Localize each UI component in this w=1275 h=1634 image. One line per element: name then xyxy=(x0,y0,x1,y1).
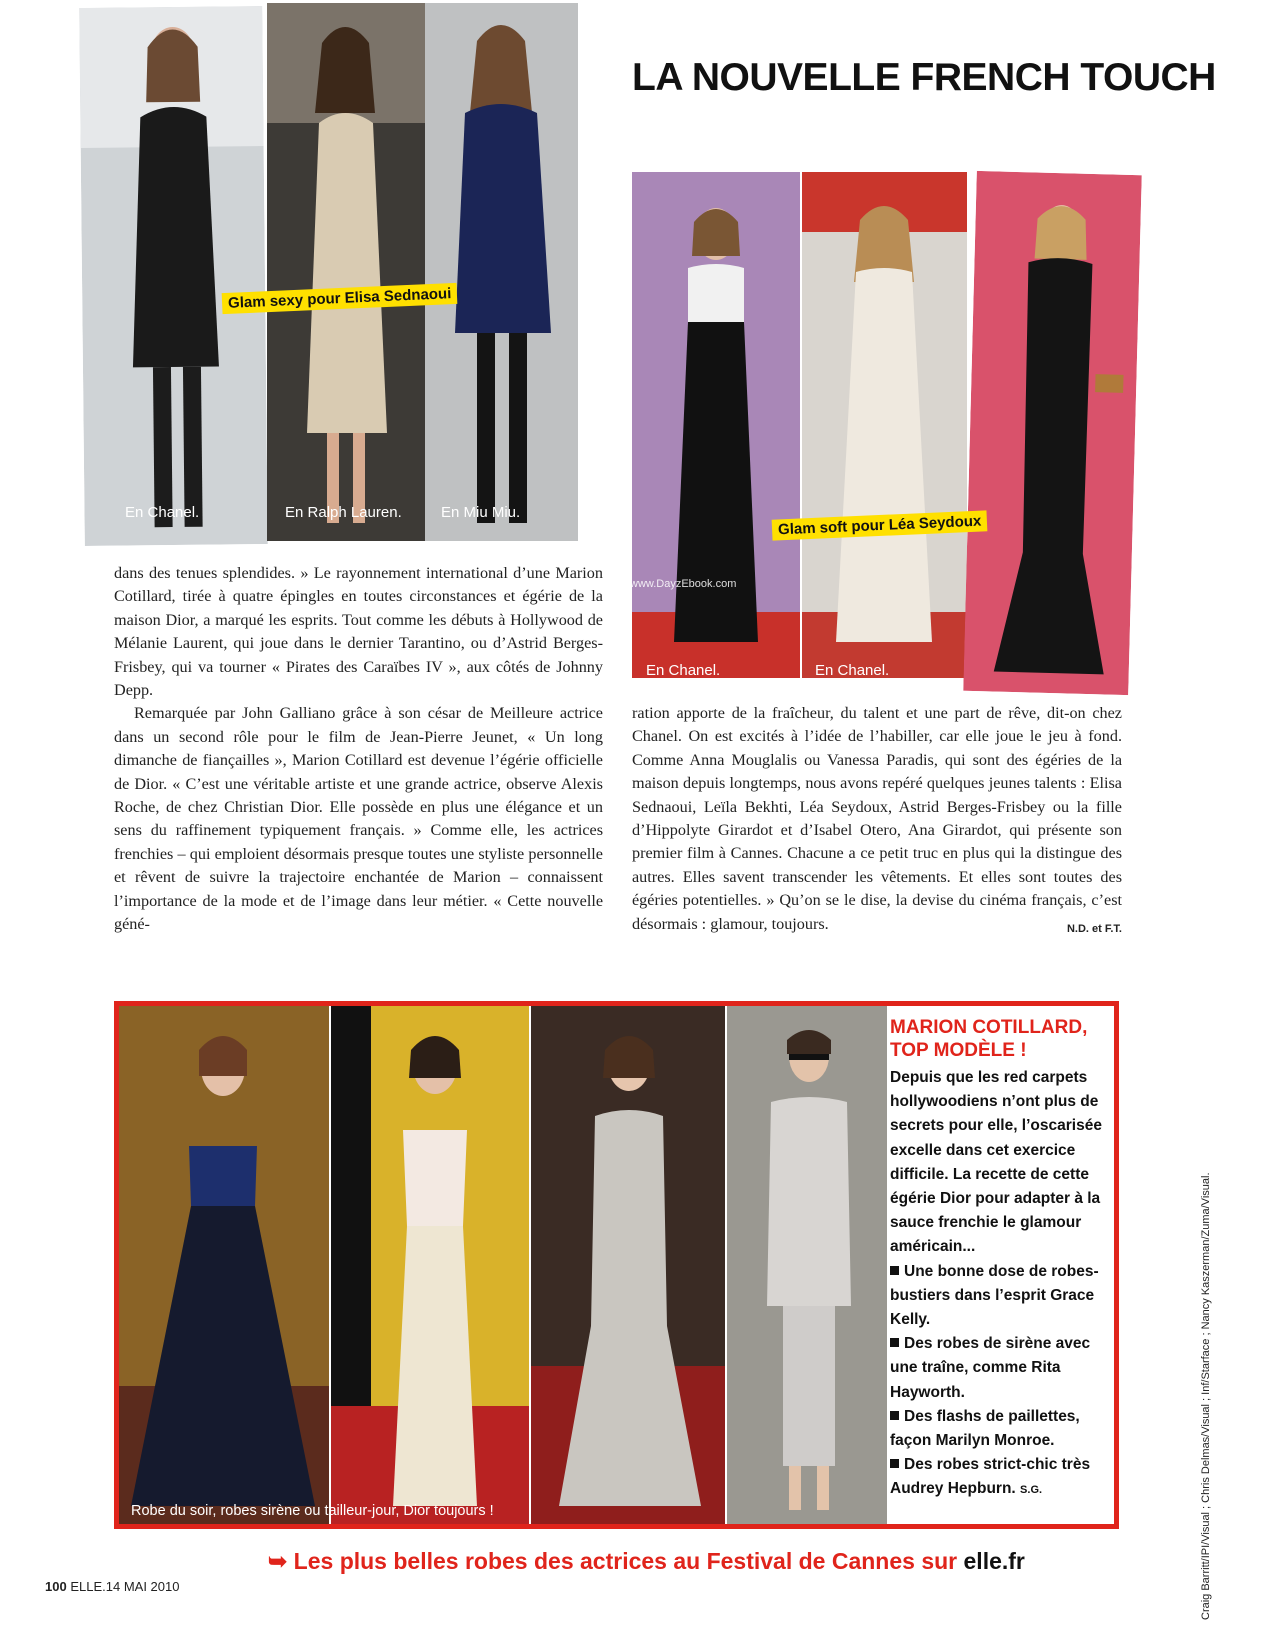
tag-glam-soft: Glam soft pour Léa Seydoux xyxy=(772,510,988,540)
bullet-square-icon xyxy=(890,1459,899,1468)
magazine-name: ELLE xyxy=(70,1579,103,1594)
photo-lea-chanel-1 xyxy=(632,172,800,678)
sidebar-text xyxy=(890,1066,1112,1503)
promo-text: Les plus belles robes des actrices au Festival de Cannes sur xyxy=(293,1548,958,1574)
sidebar-signature: S.G. xyxy=(1020,1484,1043,1497)
issue-date: .14 MAI 2010 xyxy=(102,1579,180,1594)
sidebar-bullet xyxy=(890,1453,1112,1502)
photo-marion-mermaid xyxy=(331,1006,529,1524)
caption-chanel-1: En Chanel. xyxy=(125,504,200,521)
tag-glam-sexy: Glam sexy pour Elisa Sednaoui xyxy=(222,283,458,314)
photo-credits: Craig Barritt/IPI/Visual ; Chris Delmas/Visual ; Inf/Starface ; Nancy Kaszerman/Zuma/Visual. xyxy=(1200,1172,1212,1620)
sidebar-intro: Depuis que les red carpets hollywoodiens n’ont plus de secrets pour elle, l’oscarisée excelle dans cet exercice difficile. La recette de cette égérie Dior pour adapter à la sauce frenchie le glamour américain... xyxy=(890,1069,1102,1256)
page-folio xyxy=(45,1579,179,1594)
arrow-icon: ➥ xyxy=(268,1548,288,1574)
article-paragraph-2: Remarquée par John Galliano grâce à son césar de Meilleure actrice dans un second rôle pour le film de Jean-Pierre Jeunet, « Un long dimanche de fiançailles », Marion Cotillard est devenue l’égérie officielle de Dior. « C’est une véritable artiste et une grande actrice, observe Alexis Roche, de chez Christian Dior. Elle possède en plus une élégance et un sens du raffinement typiquement français. » Comme elle, les actrices frenchies – qui emploient désormais presque toutes une styliste personnelle et rêvent de suivre la trajectoire enchantée de Marion – connaissent l’importance de la mode et de l’image dans leur métier. « Cette nouvelle géné- xyxy=(114,704,603,934)
sidebar-bullet-text: Des robes strict-chic très Audrey Hepburn. xyxy=(890,1456,1091,1498)
bullet-square-icon xyxy=(890,1411,899,1420)
watermark: www.DayzEbook.com xyxy=(630,578,737,590)
marion-sidebar xyxy=(890,1016,1112,1503)
caption-chanel-3: En Chanel. xyxy=(815,662,890,679)
promo-site[interactable]: elle.fr xyxy=(963,1548,1025,1574)
article-paragraph-3 xyxy=(632,702,1122,936)
photo-marion-sequins xyxy=(531,1006,725,1524)
article-column-right xyxy=(632,702,1122,941)
photo-lea-black-gown xyxy=(963,171,1142,695)
caption-chanel-2: En Chanel. xyxy=(646,662,721,679)
page-number: 100 xyxy=(45,1579,67,1594)
sidebar-bullet-text: Des robes de sirène avec une traîne, comme Rita Hayworth. xyxy=(890,1335,1091,1401)
sidebar-bullet xyxy=(890,1332,1112,1405)
bullet-square-icon xyxy=(890,1266,899,1275)
sidebar-bullet-text: Des flashs de paillettes, façon Marilyn Monroe. xyxy=(890,1407,1080,1450)
sidebar-bullet xyxy=(890,1260,1112,1333)
photo-elisa-chanel xyxy=(79,6,268,546)
bullet-square-icon xyxy=(890,1338,899,1347)
photo-elisa-miu-miu xyxy=(425,3,578,541)
photo-marion-strapless xyxy=(119,1006,329,1524)
caption-dior-toujours: Robe du soir, robes sirène ou tailleur-jour, Dior toujours ! xyxy=(131,1503,494,1519)
photo-elisa-ralph-lauren xyxy=(267,3,425,541)
photo-marion-suit xyxy=(727,1006,887,1524)
promo-link[interactable] xyxy=(268,1548,1025,1575)
page-title: LA NOUVELLE FRENCH TOUCH xyxy=(632,56,1216,99)
article-paragraph-1: dans des tenues splendides. » Le rayonnement international d’une Marion Cotillard, tirée à quatre épingles en toutes circonstances et égérie de la maison Dior, a marqué les esprits. Tout comme les débuts à Hollywood de Mélanie Laurent, qui joue dans le dernier Tarantino, ou d’Astrid Berges-Frisbey, qui va tourner « Pirates des Caraïbes IV », aux côtés de Johnny Depp. xyxy=(114,564,603,700)
sidebar-bullet xyxy=(890,1405,1112,1453)
article-column-left xyxy=(114,562,603,937)
article-paragraph-3-text: ration apporte de la fraîcheur, du talent et une part de rêve, dit-on chez Chanel. On est excités à l’idée de l’habiller, car elle joue le jeu à fond. Comme Anna Mouglalis ou Vanessa Paradis, qui sont des égéries de la maison depuis longtemps, nous avons repéré quelques jeunes talents : Elisa Sednaoui, Leïla Bekhti, Léa Seydoux, Astrid Berges-Frisbey ou la fille d’Hippolyte Girardot et d’Isabel Otero, Ana Girardot, qui présente son premier film à Cannes. Chacune a ce petit truc en plus qui la distingue des autres. Elles savent transcender les vêtements. Et elles sont toutes des égéries potentielles. » Qu’on se le dise, la devise du cinéma français, c’est désormais : glamour, toujours. xyxy=(632,704,1122,933)
photo-lea-chanel-2 xyxy=(802,172,967,678)
article-signature: N.D. et F.T. xyxy=(1066,922,1122,935)
sidebar-bullet-text: Une bonne dose de robes-bustiers dans l’esprit Grace Kelly. xyxy=(890,1262,1099,1329)
sidebar-title: MARION COTILLARD, TOP MODÈLE ! xyxy=(890,1017,1088,1061)
caption-ralph-lauren: En Ralph Lauren. xyxy=(285,504,402,521)
caption-miu-miu: En Miu Miu. xyxy=(441,504,521,521)
